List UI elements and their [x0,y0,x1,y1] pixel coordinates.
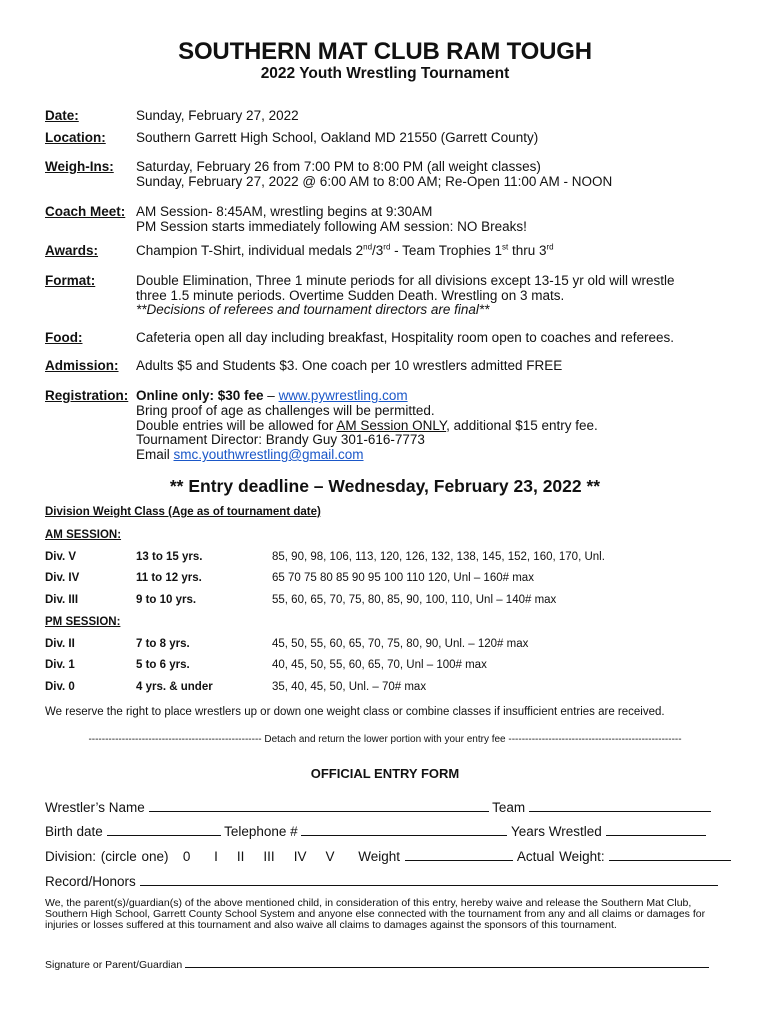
division-name: Div. IV [45,572,80,584]
registration-line-5: Email smc.youthwrestling@gmail.com [136,447,364,462]
division-option-iii[interactable]: III [263,849,275,864]
location-label: Location: [45,130,106,145]
division-option-iv[interactable]: IV [293,849,307,864]
division-option-ii[interactable]: II [236,849,245,864]
entry-form-title: OFFICIAL ENTRY FORM [310,766,460,781]
format-line-3: **Decisions of referees and tournament directors are final** [136,302,490,317]
division-age: 11 to 12 yrs. [136,572,202,584]
division-weights: 55, 60, 65, 70, 75, 80, 85, 90, 100, 110, Unl – 140# max [272,594,557,606]
format-line-2: three 1.5 minute periods. Overtime Sudden Death. Wrestling on 3 mats. [136,288,565,303]
division-weights: 35, 40, 45, 50, Unl. – 70# max [272,681,427,693]
detach-line: ---------------------------------------------------- Detach and return the lower portion with your entry fee ---------------------------------------------------- [88,734,682,745]
pm-session-label: PM SESSION: [45,616,121,628]
weighins-sunday: Sunday, February 27, 2022 @ 6:00 AM to 8:00 AM; Re-Open 11:00 AM - NOON [136,174,613,189]
telephone-label: Telephone # [224,824,298,839]
division-weights: 85, 90, 98, 106, 113, 120, 126, 132, 138, 145, 152, 160, 170, Unl. [272,551,605,563]
registration-link[interactable]: www.pywrestling.com [278,388,408,403]
registration-line-4: Tournament Director: Brandy Guy 301-616-7773 [136,432,425,447]
form-row-record [45,872,718,889]
division-age: 4 yrs. & under [136,681,213,693]
page-title: SOUTHERN MAT CLUB RAM TOUGH [178,38,592,65]
division-weights: 45, 50, 55, 60, 65, 70, 75, 80, 90, Unl. – 120# max [272,638,529,650]
signature-row [45,957,709,971]
reserve-note: We reserve the right to place wrestlers up or down one weight class or combine classes if insufficient entries are received. [45,706,665,718]
am-session-label: AM SESSION: [45,529,122,541]
division-name: Div. 0 [45,681,75,693]
years-wrestled-label: Years Wrestled [510,824,602,839]
division-name: Div. II [45,638,75,650]
actual-weight-label: Actual Weight: [516,849,605,864]
coach-meet-pm: PM Session starts immediately following AM session: NO Breaks! [136,219,527,234]
weight-label: Weight [358,849,401,864]
form-row-birth [45,822,706,839]
division-option-0[interactable]: 0 [182,849,191,864]
page-subtitle: 2022 Youth Wrestling Tournament [260,65,510,82]
team-label: Team [492,800,526,815]
awards-label: Awards: [45,243,99,258]
team-field[interactable] [529,798,711,812]
division-age: 9 to 10 yrs. [136,594,197,606]
division-age: 13 to 15 yrs. [136,551,203,563]
format-label: Format: [45,273,96,288]
food-label: Food: [45,330,83,345]
division-weights: 65 70 75 80 85 90 95 100 110 120, Unl – 160# max [272,572,534,584]
location-value: Southern Garrett High School, Oakland MD 21550 (Garrett County) [136,130,539,145]
format-line-1: Double Elimination, Three 1 minute periods for all divisions except 13-15 yr old will wrestle [136,273,675,288]
birth-date-field[interactable] [107,822,221,836]
division-age: 7 to 8 yrs. [136,638,190,650]
registration-line-1: Online only: $30 fee – www.pywrestling.com [136,388,408,403]
date-label: Date: [45,108,79,123]
division-label: Division: (circle one) [45,849,169,864]
entry-deadline: ** Entry deadline – Wednesday, February 23, 2022 ** [169,476,601,496]
division-name: Div. III [45,594,79,606]
division-age: 5 to 6 yrs. [136,659,190,671]
record-honors-field[interactable] [140,872,718,886]
waiver-text: We, the parent(s)/guardian(s) of the above mentioned child, in consideration of this entry, hereby waive and release the Southern Mat Club, Southern High School, Garrett County School System and anyone else connected with the tournament from any and all claims or damages for injuries or losses suffered at this tournament and also waive all claims to damages against the sponsors of this tournament. [45,897,706,931]
weighins-label: Weigh-Ins: [45,159,114,174]
email-link[interactable]: smc.youthwrestling@gmail.com [173,447,364,462]
wrestler-name-field[interactable] [149,798,489,812]
food-value: Cafeteria open all day including breakfast, Hospitality room open to coaches and referees. [136,330,675,345]
form-row-name [45,798,711,815]
awards-value: Champion T-Shirt, individual medals 2nd/3rd - Team Trophies 1st thru 3rd [136,242,554,258]
wrestler-name-label: Wrestler’s Name [45,800,145,815]
coach-meet-am: AM Session- 8:45AM, wrestling begins at 9:30AM [136,204,433,219]
admission-label: Admission: [45,358,119,373]
weighins-saturday: Saturday, February 26 from 7:00 PM to 8:00 PM (all weight classes) [136,159,541,174]
birth-date-label: Birth date [45,824,103,839]
weight-field[interactable] [405,847,513,861]
division-option-v[interactable]: V [325,849,335,864]
years-wrestled-field[interactable] [606,822,706,836]
record-honors-label: Record/Honors [45,874,136,889]
date-value: Sunday, February 27, 2022 [136,108,299,123]
division-name: Div. V [45,551,77,563]
signature-field[interactable] [185,957,709,968]
division-weights: 40, 45, 50, 55, 60, 65, 70, Unl – 100# max [272,659,487,671]
registration-line-3: Double entries will be allowed for AM Session ONLY, additional $15 entry fee. [136,418,598,433]
division-heading: Division Weight Class (Age as of tournament date) [45,506,321,518]
telephone-field[interactable] [301,822,507,836]
form-row-division [45,847,731,864]
admission-value: Adults $5 and Students $3. One coach per 10 wrestlers admitted FREE [136,358,563,373]
signature-label: Signature or Parent/Guardian [45,959,183,971]
coach-meet-label: Coach Meet: [45,204,126,219]
registration-line-2: Bring proof of age as challenges will be permitted. [136,403,435,418]
actual-weight-field[interactable] [609,847,731,861]
division-option-i[interactable]: I [214,849,218,864]
division-name: Div. 1 [45,659,75,671]
registration-label: Registration: [45,388,129,403]
